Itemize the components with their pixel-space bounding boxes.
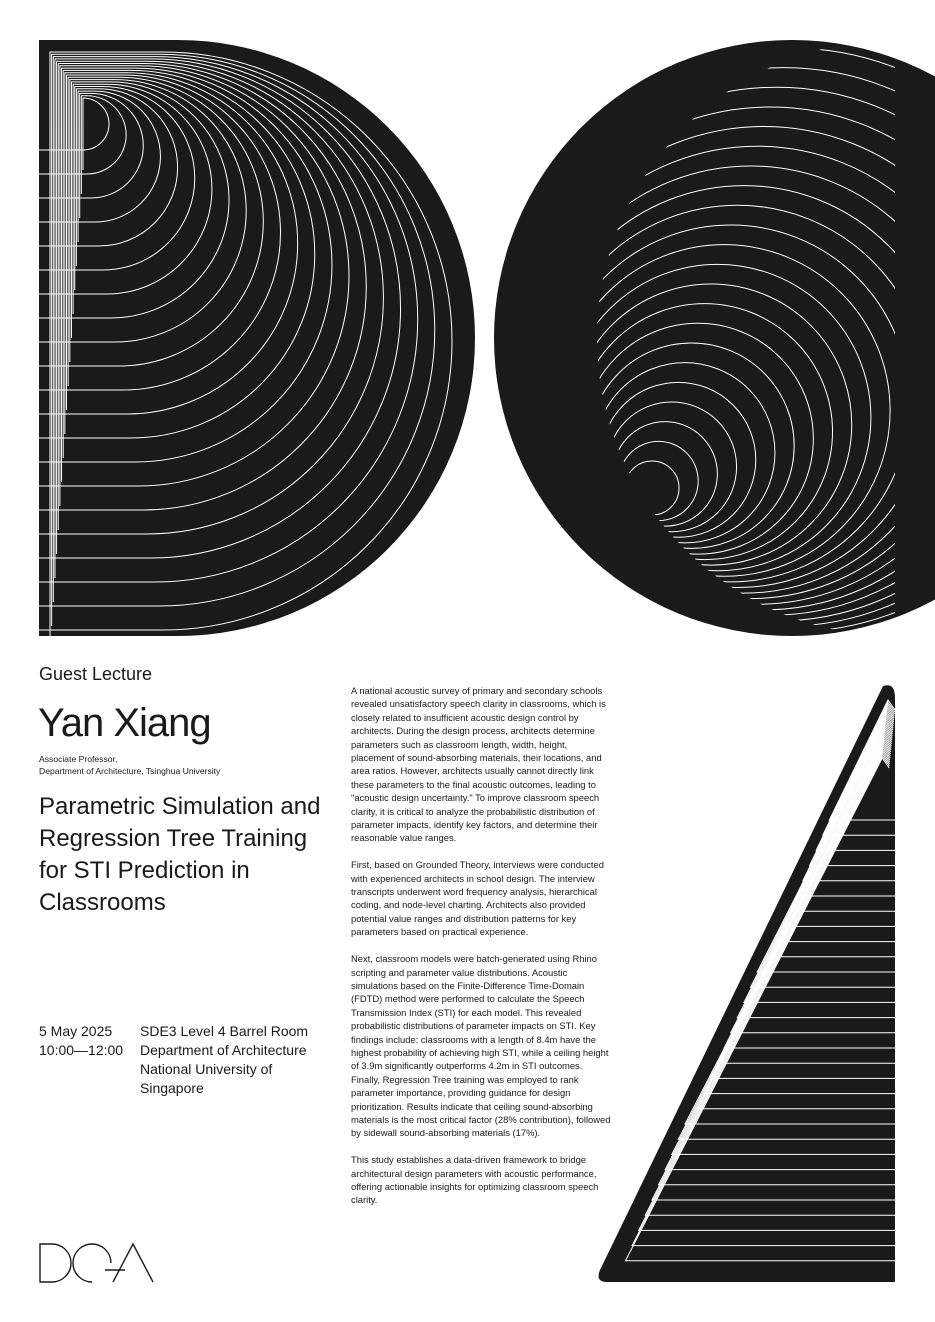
talk-title: Parametric Simulation and Regression Tree Training for STI Prediction in Classrooms	[39, 793, 321, 916]
venue-department: Department of Architecture	[140, 1042, 307, 1058]
event-time: 10:00—12:00	[39, 1042, 124, 1058]
speaker-affiliation-block	[39, 753, 220, 777]
abstract	[351, 684, 613, 1220]
abstract-paragraph: A national acoustic survey of primary and secondary schools revealed unsatisfactory speech clarity in classrooms, which is closely related to insufficient acoustic design control by architects. During the design process, architects determine parameters such as classroom length, width, height, placement of sound-absorbing materials, their locations, and area ratios. However, architects usually cannot directly link these parameters to the final acoustic outcomes, leading to "acoustic design uncertainty." To improve classroom speech clarity, it is critical to analyze the probabilistic distribution of parameter impacts, identify key factors, and determine their reasonable value ranges.	[351, 685, 606, 844]
venue-block	[140, 1022, 320, 1098]
abstract-paragraph: This study establishes a data-driven framework to bridge architectural design parameters with acoustic performance, offering actionable insights for optimizing classroom speech clarity.	[351, 1154, 599, 1206]
date-time-block	[39, 1022, 123, 1060]
venue-room: SDE3 Level 4 Barrel Room	[140, 1023, 309, 1039]
speaker-title: Associate Professor,	[39, 754, 118, 764]
abstract-paragraph: First, based on Grounded Theory, interviews were conducted with experienced architects in school design. The interview transcripts underwent word frequency analysis, hierarchical coding, and node-level charting. Architects also provided potential value ranges and distribution patterns for key parameters based on practical experience.	[351, 859, 604, 938]
logo-o-shape	[73, 1244, 111, 1282]
logo-d-shape	[40, 1244, 71, 1282]
speaker-name: Yan Xiang	[38, 701, 211, 745]
logo-a-shape	[113, 1244, 153, 1282]
doa-logo	[39, 1242, 155, 1284]
letter-d-contour-graphic	[0, 40, 475, 650]
abstract-paragraph: Next, classroom models were batch-generated using Rhino scripting and parameter value distributions. Acoustic simulations based on the Finite-Difference Time-Domain (FDTD) method were performed to calculate the Speech Transmission Index (STI) for each model. This revealed probabilistic distributions of parameter impacts on STI. Key findings include: classrooms with a length of 8.4m have the highest probability of achieving high STI, while a ceiling height of 3.9m significantly outperforms 4.2m in STI outcomes. Finally, Regression Tree training was employed to rank parameter importance, providing guidance for design prioritization. Results indicate that ceiling sound-absorbing materials is the most critical factor (28% contribution), followed by sidewall sound-absorbing materials (17%).	[351, 953, 611, 1139]
letter-o-contour-graphic	[494, 40, 935, 636]
speaker-affiliation: Department of Architecture, Tsinghua University	[39, 766, 221, 776]
event-type-label: Guest Lecture	[39, 664, 153, 684]
venue-university: National University of Singapore	[140, 1061, 273, 1096]
event-date: 5 May 2025	[39, 1023, 113, 1039]
letter-a-contour-graphic	[599, 685, 935, 1282]
